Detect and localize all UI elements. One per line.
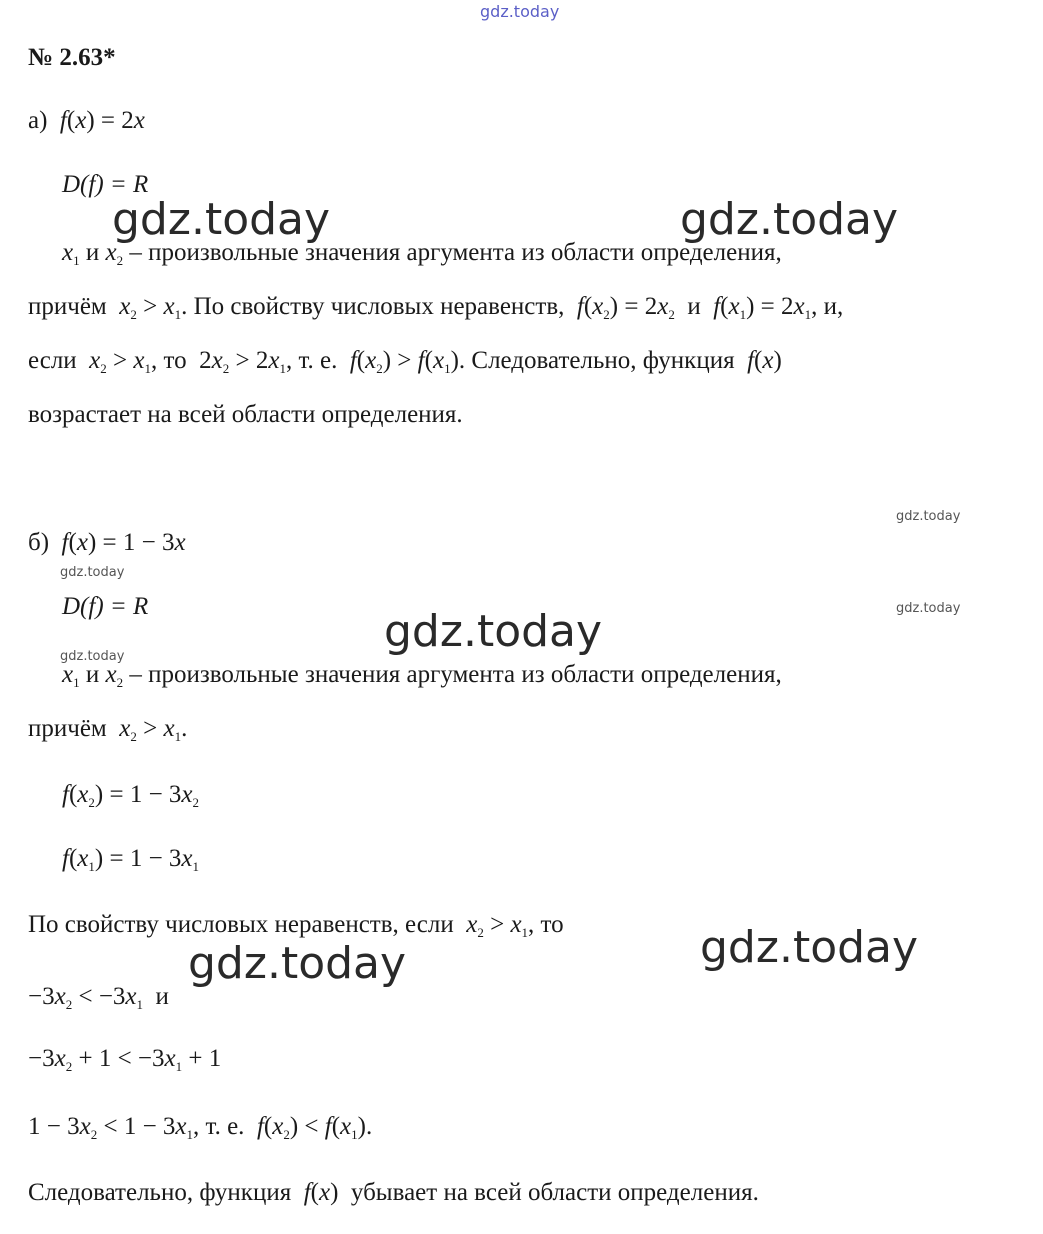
part-a-line4 [28,402,463,427]
part-a-args-line: $x_1$ и $x_2$ – произвольные значения аргумента из области определения, [62,239,782,268]
domain-formula: D(f) = R [62,171,149,198]
formula-fx2: $f(x_2) = 1 - 3x_2$ [62,781,200,810]
part-b-line2: причём $x_2 > x_1$. [28,715,188,744]
args-text: – произвольные значения аргумента из области определения, [129,661,782,688]
inequality-2: $-3x_2 + 1 < -3x_1 + 1$ [28,1045,222,1074]
conclusion-suffix: убывает на всей области определения. [350,1179,759,1206]
prop-text: . По свойству числовых неравенств, [181,293,565,320]
part-b-marker: б) [28,529,50,556]
part-a-marker: а) [28,107,48,134]
watermark: gdz.today [680,194,899,245]
domain-formula: D(f) = R [62,593,149,620]
te-word: , т. е. [193,1113,245,1140]
conclusion-prefix: Следовательно, функция [28,1179,292,1206]
watermark: gdz.today [112,194,331,245]
and-word: и [85,661,100,688]
part-a-line3: если $x_2 > x_1$, то $2x_2 > 2x_1$, т. е. $f(x_2) > f(x_1)$. Следовательно, функция f(x) [28,347,782,376]
conclusion-start: . Следовательно, функция [458,347,735,374]
watermark-small: gdz.today [60,565,125,580]
inequality-1: $-3x_2 < -3x_1$ и [28,983,169,1012]
esli-word: если [28,347,77,374]
prichem-word: причём [28,715,107,742]
watermark-small: gdz.today [60,649,125,664]
prop-text: По свойству числовых неравенств, если [28,911,454,938]
and-word: и [155,983,169,1010]
watermark-top: gdz.today [480,2,560,21]
args-text: – произвольные значения аргумента из области определения, [129,239,782,266]
watermark-small: gdz.today [896,509,961,524]
part-a-line2: причём $x_2 > x_1$. По свойству числовых неравенств, $f(x_2) = 2x_2$ и $f(x_1) = 2x_1$, и, [28,293,844,322]
prichem-word: причём [28,293,107,320]
watermark: gdz.today [700,922,919,973]
part-b-property-line: По свойству числовых неравенств, если $x_2 > x_1$, то [28,911,564,940]
part-b-domain [62,594,148,619]
inequality-3: $1 - 3x_2 < 1 - 3x_1$, т. е. $f(x_2) < f(x_1)$. [28,1113,373,1142]
part-b-function: б) f(x) = 1 − 3x [28,529,186,556]
part-a-function: а) f(x) = 2x [28,107,145,134]
problem-title: № 2.63* [28,44,116,71]
formula-fx1: $f(x_1) = 1 - 3x_1$ [62,845,200,874]
part-a-domain [62,172,148,197]
part-b-conclusion: Следовательно, функция f(x) убывает на всей области определения. [28,1179,759,1206]
conclusion-end: возрастает на всей области определения. [28,401,463,428]
watermark: gdz.today [188,938,407,989]
watermark-small: gdz.today [896,601,961,616]
comma-and: , и, [811,293,844,320]
te-word: , т. е. [285,347,338,374]
watermark: gdz.today [384,606,603,657]
and-word: и [687,293,701,320]
part-b-args-line: $x_1$ и $x_2$ – произвольные значения аргумента из области определения, [62,661,782,690]
to-word: , то [528,911,564,938]
to-word: , то [151,347,187,374]
and-word: и [85,239,100,266]
